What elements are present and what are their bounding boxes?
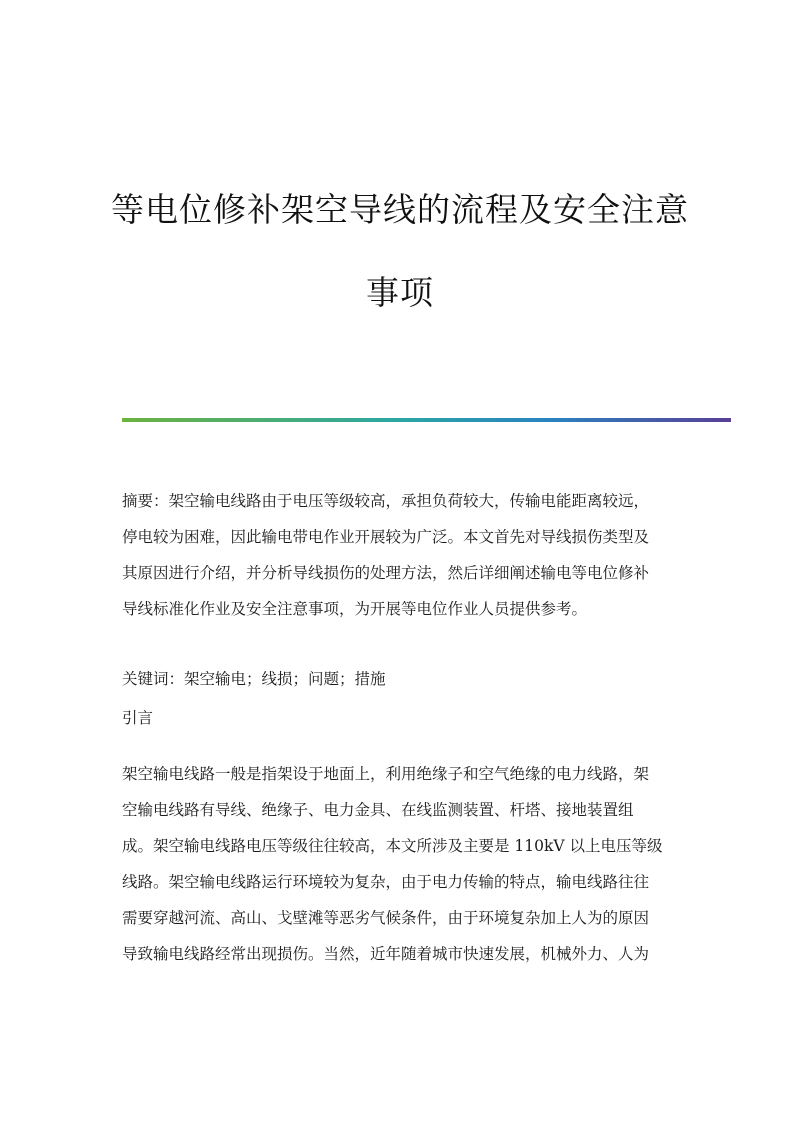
keywords: 关键词：架空输电；线损；问题；措施 [122, 670, 386, 688]
intro-heading: 引言 [122, 709, 154, 727]
body-line: 导致输电线路经常出现损伤。当然，近年随着城市快速发展，机械外力、人为 [122, 945, 650, 963]
abstract-line: 导线标准化作业及安全注意事项，为开展等电位作业人员提供参考。 [122, 600, 588, 618]
abstract-line: 摘要：架空输电线路由于电压等级较高，承担负荷较大，传输电能距离较远， [122, 492, 650, 510]
body-line: 线路。架空输电线路运行环境较为复杂，由于电力传输的特点，输电线路往往 [122, 873, 650, 891]
body-line: 架空输电线路一般是指架设于地面上，利用绝缘子和空气绝缘的电力线路，架 [122, 765, 650, 783]
abstract-line: 其原因进行介绍，并分析导线损伤的处理方法，然后详细阐述输电等电位修补 [122, 564, 650, 582]
body-line: 空输电线路有导线、绝缘子、电力金具、在线监测装置、杆塔、接地装置组 [122, 801, 634, 819]
abstract-line: 停电较为困难，因此输电带电作业开展较为广泛。本文首先对导线损伤类型及 [122, 528, 650, 546]
body-line: 成。架空输电线路电压等级往往较高，本文所涉及主要是 110kV 以上电压等级 [122, 837, 663, 855]
document-title-line-2: 事项 [366, 273, 434, 312]
abstract-paragraph [122, 483, 682, 627]
body-paragraph [122, 756, 682, 972]
body-line: 需要穿越河流、高山、戈壁滩等恶劣气候条件，由于环境复杂加上人为的原因 [122, 909, 650, 927]
document-title-line-1: 等电位修补架空导线的流程及安全注意 [111, 190, 689, 229]
title-divider [122, 418, 731, 422]
